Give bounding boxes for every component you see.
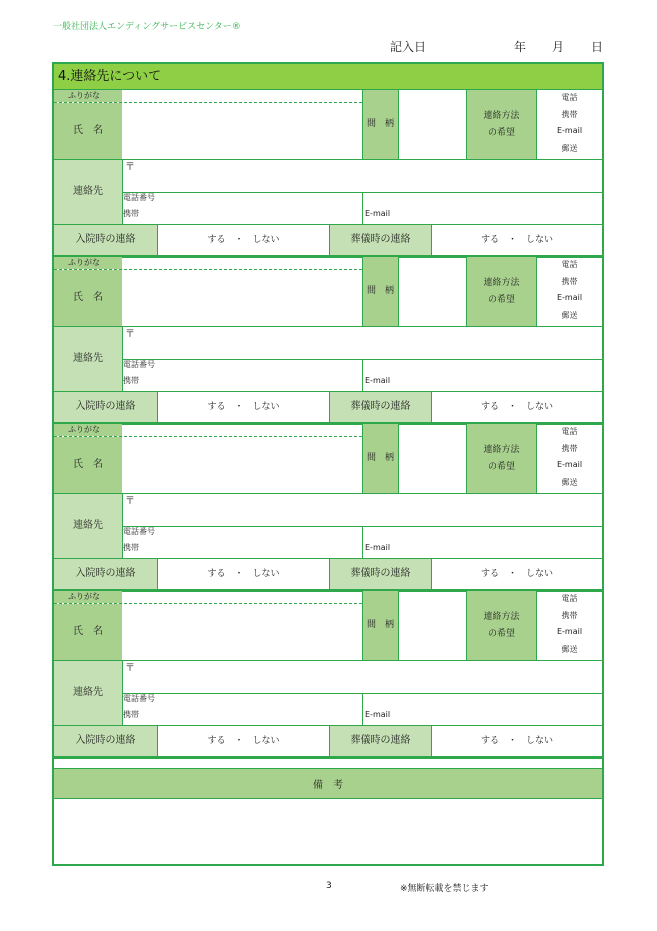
name-input[interactable] [122,604,362,660]
hospital-contact-label: 入院時の連絡 [54,726,157,756]
funeral-contact-choice[interactable]: する ・ しない [431,225,602,255]
name-input[interactable] [122,437,362,493]
name-label: 氏 名 [54,604,122,660]
email-label: E-mail [365,710,391,719]
contact-method-option[interactable]: 電話 [561,93,578,102]
form-frame [52,62,604,866]
relation-input[interactable] [398,90,466,159]
contact-block [54,257,602,424]
hospital-contact-choice[interactable]: する ・ しない [157,726,329,756]
phone-label: 電話番号 [123,193,155,202]
contact-block [54,591,602,758]
contact-method-label-line2: の希望 [487,461,515,472]
email-label: E-mail [365,376,391,385]
contact-method-option[interactable]: E-mail [556,293,583,302]
contact-col-divider [122,661,123,725]
contact-method-label-line2: の希望 [487,294,515,305]
address-input[interactable] [122,327,602,359]
org-name: 一般社団法人エンディングサービスセンター® [53,22,241,32]
relation-label: 間 柄 [362,424,398,493]
relation-input[interactable] [398,424,466,493]
contact-method-option[interactable]: 携帯 [561,277,578,286]
contact-method-label-line2: の希望 [487,127,515,138]
contact-method-option[interactable]: 携帯 [561,611,578,620]
hospital-contact-choice[interactable]: する ・ しない [157,392,329,422]
postal-mark: 〒 [125,663,135,674]
hospital-contact-choice[interactable]: する ・ しない [157,559,329,589]
funeral-contact-choice[interactable]: する ・ しない [431,726,602,756]
contact-method-option[interactable]: 郵送 [561,645,578,654]
furigana-input[interactable] [122,591,362,603]
contact-col-divider [122,327,123,391]
contact-method-option[interactable]: E-mail [556,126,583,135]
funeral-contact-label: 葬儀時の連絡 [329,726,431,756]
contact-method-label [466,257,536,326]
contact-label: 連絡先 [54,661,122,725]
furigana-input[interactable] [122,90,362,102]
postal-mark: 〒 [125,162,135,173]
phone-label: 電話番号 [123,694,155,703]
relation-label: 間 柄 [362,90,398,159]
phone-label: 電話番号 [123,360,155,369]
mobile-label: 携帯 [123,376,139,385]
contact-method-label [466,591,536,660]
contact-method-option[interactable]: 電話 [561,260,578,269]
phone-input[interactable] [122,193,362,224]
contact-method-label-line1: 連絡方法 [483,277,520,288]
contact-label: 連絡先 [54,327,122,391]
furigana-label: ふりがな [54,424,122,436]
funeral-contact-label: 葬儀時の連絡 [329,559,431,589]
postal-mark: 〒 [125,329,135,340]
contact-method-option[interactable]: 電話 [561,427,578,436]
funeral-contact-label: 葬儀時の連絡 [329,225,431,255]
contact-label: 連絡先 [54,494,122,558]
contact-method-label-line2: の希望 [487,628,515,639]
mobile-label: 携帯 [123,710,139,719]
contact-method-label-line1: 連絡方法 [483,611,520,622]
contact-col-divider [122,160,123,224]
phone-input[interactable] [122,360,362,391]
hospital-contact-choice[interactable]: する ・ しない [157,225,329,255]
funeral-contact-choice[interactable]: する ・ しない [431,392,602,422]
name-label: 氏 名 [54,270,122,326]
month-label: 月 [552,40,565,54]
section-title: 4.連絡先について [54,64,602,90]
remarks-header: 備 考 [54,768,602,799]
funeral-contact-label: 葬儀時の連絡 [329,392,431,422]
email-input[interactable] [363,694,602,725]
contact-block [54,90,602,257]
furigana-input[interactable] [122,424,362,436]
furigana-label: ふりがな [54,591,122,603]
address-input[interactable] [122,494,602,526]
postal-mark: 〒 [125,496,135,507]
contact-method-option[interactable]: 電話 [561,594,578,603]
contact-method-option[interactable]: 郵送 [561,311,578,320]
contact-method-option[interactable]: 郵送 [561,144,578,153]
email-label: E-mail [365,543,391,552]
entry-date-label: 記入日 [390,40,427,54]
address-input[interactable] [122,160,602,192]
contact-method-option[interactable]: E-mail [556,460,583,469]
phone-input[interactable] [122,527,362,558]
email-input[interactable] [363,360,602,391]
contact-method-label-line1: 連絡方法 [483,444,520,455]
day-label: 日 [591,40,604,54]
contact-method-label [466,90,536,159]
contact-method-label-line1: 連絡方法 [483,110,520,121]
page-number: 3 [326,881,332,891]
contact-method-option[interactable]: 郵送 [561,478,578,487]
contact-method-option[interactable]: 携帯 [561,110,578,119]
copyright-note: ※無断転載を禁じます [400,884,489,894]
contact-method-option[interactable]: E-mail [556,627,583,636]
hospital-contact-label: 入院時の連絡 [54,559,157,589]
contact-method-label [466,424,536,493]
phone-input[interactable] [122,694,362,725]
name-label: 氏 名 [54,103,122,159]
relation-input[interactable] [398,257,466,326]
name-input[interactable] [122,270,362,326]
phone-label: 電話番号 [123,527,155,536]
address-input[interactable] [122,661,602,693]
mobile-label: 携帯 [123,543,139,552]
email-input[interactable] [363,527,602,558]
name-input[interactable] [122,103,362,159]
contact-col-divider [122,494,123,558]
remarks-field[interactable] [54,799,602,864]
relation-label: 間 柄 [362,257,398,326]
contact-label: 連絡先 [54,160,122,224]
name-label: 氏 名 [54,437,122,493]
email-input[interactable] [363,193,602,224]
block-separator [54,756,602,759]
email-label: E-mail [365,209,391,218]
contact-block [54,424,602,591]
relation-label: 間 柄 [362,591,398,660]
furigana-label: ふりがな [54,90,122,102]
furigana-label: ふりがな [54,257,122,269]
contact-method-option[interactable]: 携帯 [561,444,578,453]
hospital-contact-label: 入院時の連絡 [54,392,157,422]
relation-input[interactable] [398,591,466,660]
hospital-contact-label: 入院時の連絡 [54,225,157,255]
year-label: 年 [514,40,527,54]
funeral-contact-choice[interactable]: する ・ しない [431,559,602,589]
furigana-input[interactable] [122,257,362,269]
mobile-label: 携帯 [123,209,139,218]
